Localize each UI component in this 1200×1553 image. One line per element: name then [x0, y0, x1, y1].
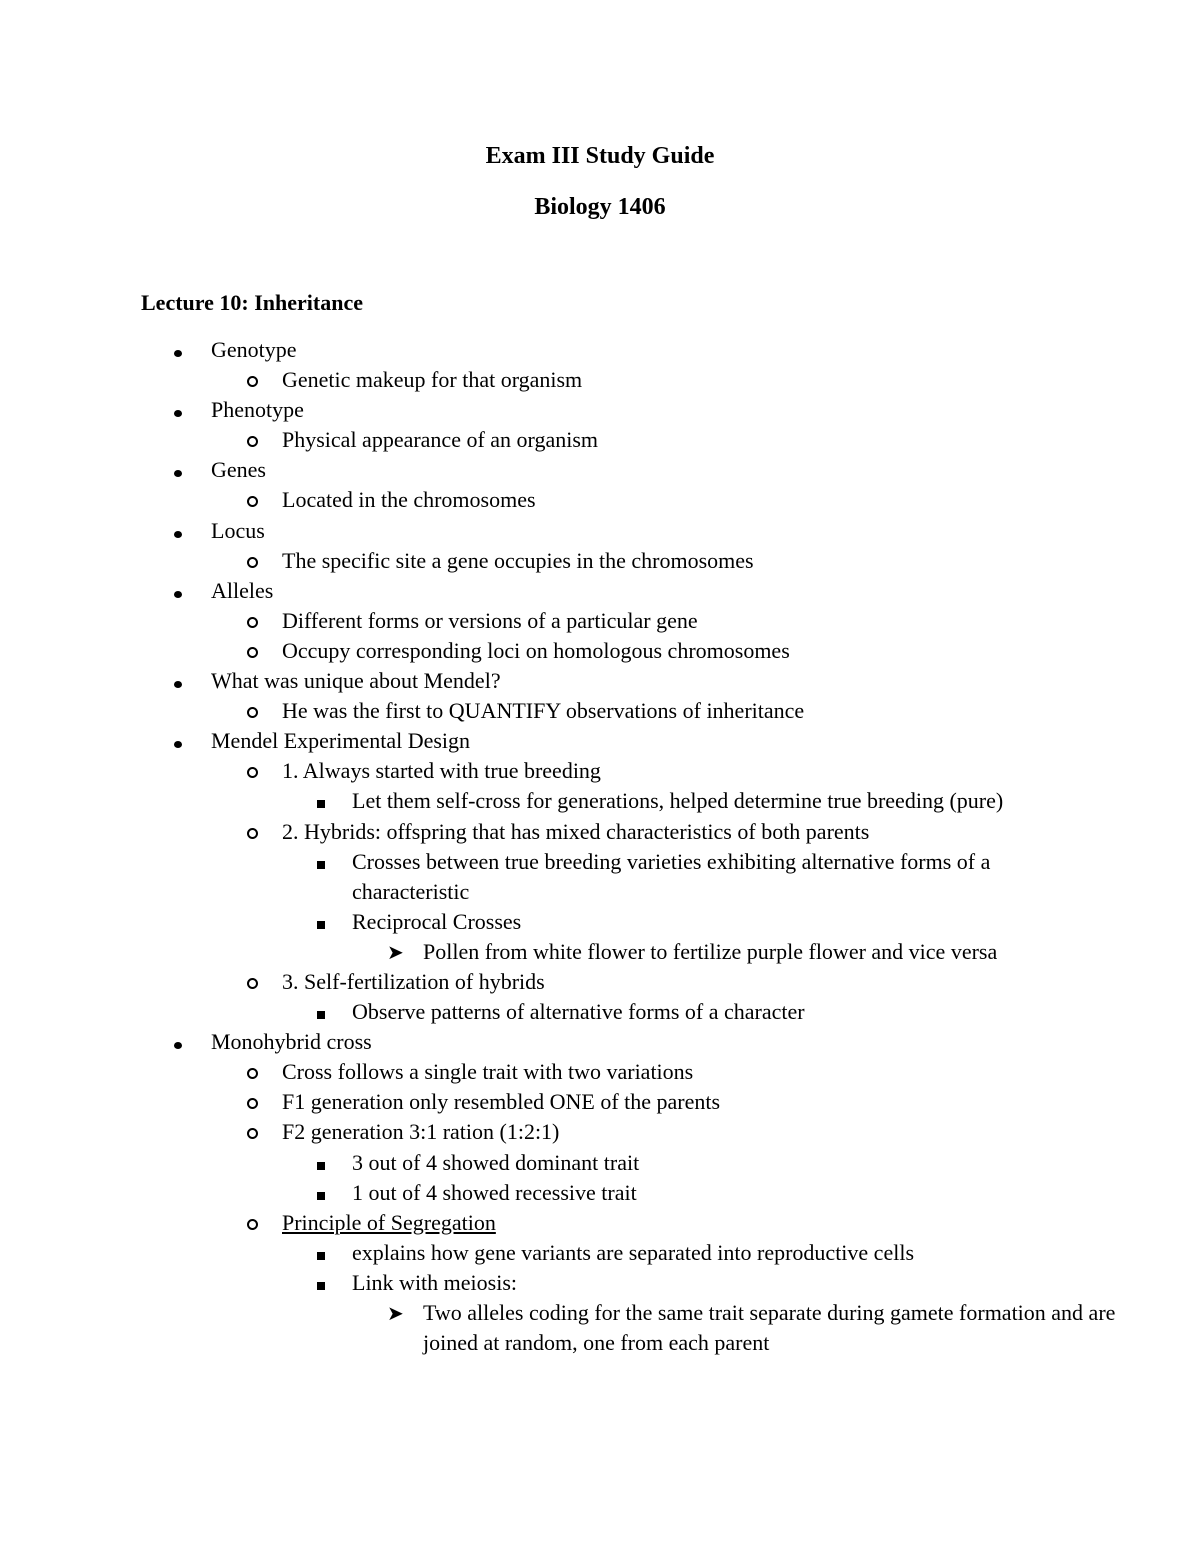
list-item-level-3 — [0, 786, 1200, 816]
list-item-text: Different forms or versions of a particular gene — [282, 607, 698, 633]
list-item-level-3 — [0, 907, 1200, 937]
list-item-level-2 — [0, 696, 1200, 726]
document-subtitle: Biology 1406 — [534, 194, 666, 220]
list-item-text: Occupy corresponding loci on homologous chromosomes — [282, 637, 790, 663]
list-item-level-1 — [0, 395, 1200, 425]
hollow-circle-bullet-icon — [247, 1219, 258, 1230]
list-item-level-2 — [0, 606, 1200, 636]
hollow-circle-bullet-icon — [247, 617, 258, 628]
list-item-text: Alleles — [211, 577, 274, 603]
list-item-text: Genes — [211, 457, 266, 483]
list-item-level-2 — [0, 756, 1200, 786]
list-item-text: Locus — [211, 517, 265, 543]
list-item-level-1 — [0, 1027, 1200, 1057]
filled-circle-bullet-icon — [174, 591, 182, 598]
hollow-circle-bullet-icon — [247, 1128, 258, 1139]
hollow-circle-bullet-icon — [247, 436, 258, 447]
list-item-level-2 — [0, 1087, 1200, 1117]
arrowhead-bullet-icon: ➤ — [387, 939, 404, 964]
square-bullet-icon — [317, 1252, 325, 1260]
list-item-text: 1. Always started with true breeding — [282, 758, 601, 784]
square-bullet-icon — [317, 1011, 325, 1019]
list-item-level-3 — [0, 997, 1200, 1027]
square-bullet-icon — [317, 1162, 325, 1170]
list-item-text: Two alleles coding for the same trait separate during gamete formation and are joined at random, one from each parent — [423, 1300, 1116, 1356]
list-item-level-2 — [0, 1117, 1200, 1147]
list-item-text: 3. Self-fertilization of hybrids — [282, 968, 545, 994]
square-bullet-icon — [317, 800, 325, 808]
document-title: Exam III Study Guide — [485, 143, 715, 169]
list-item-level-2 — [0, 1057, 1200, 1087]
filled-circle-bullet-icon — [174, 410, 182, 417]
filled-circle-bullet-icon — [174, 1042, 182, 1049]
filled-circle-bullet-icon — [174, 741, 182, 748]
list-item-level-3 — [0, 1148, 1200, 1178]
hollow-circle-bullet-icon — [247, 1098, 258, 1109]
list-item-text: 1 out of 4 showed recessive trait — [352, 1179, 637, 1205]
list-item-level-1 — [0, 335, 1200, 365]
list-item-text: The specific site a gene occupies in the chromosomes — [282, 547, 754, 573]
list-item-level-2 — [0, 485, 1200, 515]
section-heading: Lecture 10: Inheritance — [141, 290, 363, 315]
list-item-text: Crosses between true breeding varieties exhibiting alternative forms of a characteristic — [352, 848, 991, 904]
list-item-text: What was unique about Mendel? — [211, 668, 501, 694]
list-item-text: He was the first to QUANTIFY observations of inheritance — [282, 698, 805, 724]
list-item-level-1 — [0, 576, 1200, 606]
hollow-circle-bullet-icon — [247, 647, 258, 658]
square-bullet-icon — [317, 861, 325, 869]
list-item-text: Link with meiosis: — [352, 1269, 517, 1295]
list-item-level-2 — [0, 546, 1200, 576]
list-item-level-3 — [0, 847, 1200, 907]
list-item-level-2 — [0, 365, 1200, 395]
list-item-text: 2. Hybrids: offspring that has mixed characteristics of both parents — [282, 818, 870, 844]
list-item-text: Mendel Experimental Design — [211, 728, 471, 754]
list-item-text: 3 out of 4 showed dominant trait — [352, 1149, 640, 1175]
square-bullet-icon — [317, 921, 325, 929]
list-item-text: Monohybrid cross — [211, 1029, 372, 1055]
square-bullet-icon — [317, 1282, 325, 1290]
hollow-circle-bullet-icon — [247, 496, 258, 507]
list-item-text: Principle of Segregation — [282, 1209, 496, 1235]
list-item-level-3 — [0, 1178, 1200, 1208]
hollow-circle-bullet-icon — [247, 376, 258, 387]
list-item-level-1 — [0, 455, 1200, 485]
list-item-text: F2 generation 3:1 ration (1:2:1) — [282, 1119, 560, 1145]
list-item-text: Reciprocal Crosses — [352, 908, 522, 934]
list-item-text: Observe patterns of alternative forms of a character — [352, 999, 805, 1025]
hollow-circle-bullet-icon — [247, 978, 258, 989]
list-item-text: Genetic makeup for that organism — [282, 367, 583, 393]
list-item-level-4 — [0, 937, 1200, 967]
arrowhead-bullet-icon: ➤ — [387, 1301, 404, 1325]
list-item-level-1 — [0, 516, 1200, 546]
list-item-level-1 — [0, 666, 1200, 696]
hollow-circle-bullet-icon — [247, 557, 258, 568]
list-item-level-2 — [0, 967, 1200, 997]
list-item-text: Phenotype — [211, 397, 304, 423]
list-item-text: Let them self-cross for generations, helped determine true breeding (pure) — [352, 788, 1004, 814]
list-item-level-4 — [0, 1298, 1200, 1358]
list-item-text: Genotype — [211, 337, 297, 362]
hollow-circle-bullet-icon — [247, 767, 258, 778]
filled-circle-bullet-icon — [174, 681, 182, 688]
list-item-text: Located in the chromosomes — [282, 487, 536, 513]
list-item-text: Cross follows a single trait with two variations — [282, 1059, 694, 1085]
list-item-level-2 — [0, 817, 1200, 847]
list-item-text: Physical appearance of an organism — [282, 427, 599, 453]
list-item-level-3 — [0, 1268, 1200, 1298]
list-item-level-2 — [0, 425, 1200, 455]
list-item-level-2 — [0, 636, 1200, 666]
list-item-text: F1 generation only resembled ONE of the parents — [282, 1089, 721, 1115]
list-item-text: explains how gene variants are separated into reproductive cells — [352, 1239, 914, 1265]
hollow-circle-bullet-icon — [247, 828, 258, 839]
hollow-circle-bullet-icon — [247, 1068, 258, 1079]
list-item-level-2 — [0, 1208, 1200, 1238]
filled-circle-bullet-icon — [174, 531, 182, 538]
hollow-circle-bullet-icon — [247, 707, 258, 718]
bullet-outline — [0, 335, 1200, 1358]
filled-circle-bullet-icon — [174, 350, 182, 357]
filled-circle-bullet-icon — [174, 470, 182, 477]
list-item-level-1 — [0, 726, 1200, 756]
list-item-level-3 — [0, 1238, 1200, 1268]
list-item-text: Pollen from white flower to fertilize purple flower and vice versa — [423, 938, 998, 964]
square-bullet-icon — [317, 1192, 325, 1200]
